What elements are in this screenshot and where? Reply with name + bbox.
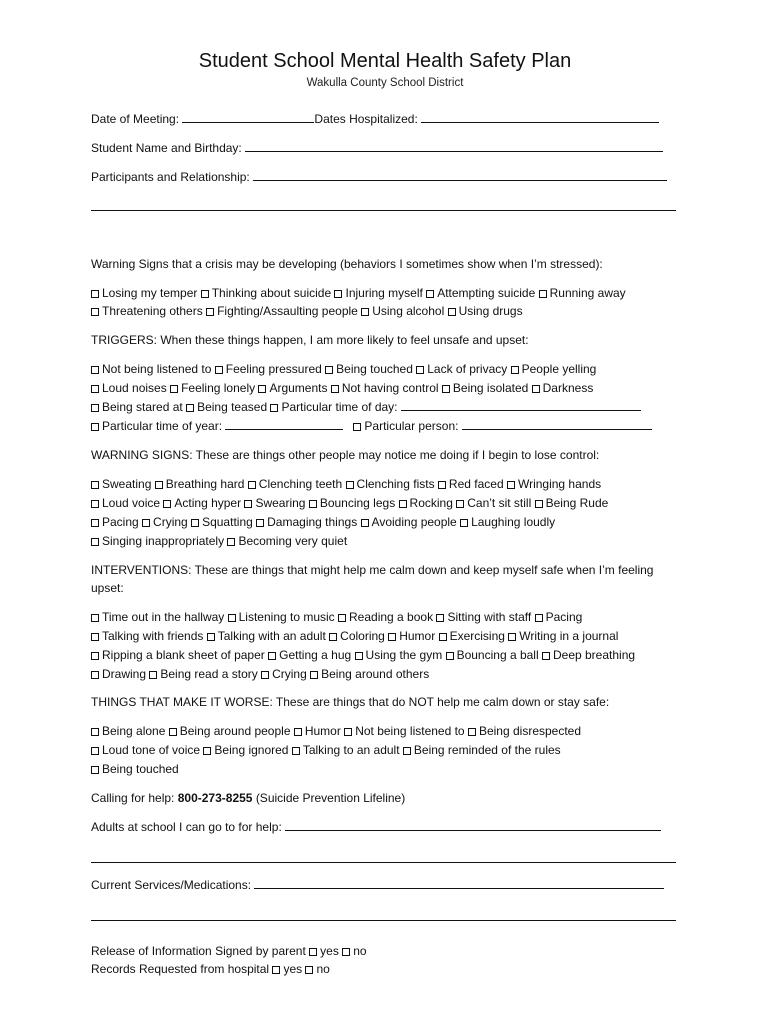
checkbox[interactable] (91, 423, 99, 431)
participants-label: Participants and Relationship: (91, 170, 250, 184)
checkbox[interactable] (206, 308, 214, 316)
checkbox-label: Feeling pressured (225, 362, 322, 376)
checkbox[interactable] (207, 633, 215, 641)
checkbox-label: People yelling (521, 362, 597, 376)
checkbox[interactable] (542, 652, 550, 660)
records-no-label: no (316, 962, 330, 976)
triggers-row-3 (91, 400, 641, 415)
checkbox[interactable] (439, 633, 447, 641)
checkbox[interactable] (270, 404, 278, 412)
checkbox-label: Feeling lonely (181, 381, 256, 395)
checkbox-label: Swearing (255, 496, 306, 510)
checkbox[interactable] (325, 366, 333, 374)
checkbox-label: Laughing loudly (471, 515, 556, 529)
checkbox-label: Being read a story (160, 667, 258, 681)
checkbox[interactable] (361, 308, 369, 316)
time-of-day-field[interactable] (401, 400, 641, 411)
checkbox[interactable] (539, 290, 547, 298)
checkbox-label: Singing inappropriately (102, 534, 225, 548)
checkbox-label: Threatening others (102, 304, 203, 318)
checkbox[interactable] (149, 671, 157, 679)
release-yes-checkbox[interactable] (309, 948, 317, 956)
participants-field[interactable] (253, 170, 667, 181)
checkbox-label: Particular time of year: (102, 419, 223, 433)
checkbox-label: Clenching teeth (258, 477, 343, 491)
checkbox-label: Ripping a blank sheet of paper (102, 648, 265, 662)
adults-row (91, 820, 661, 835)
checkbox-label: Squatting (202, 515, 253, 529)
help-line (91, 791, 405, 806)
checkbox-label: Being teased (197, 400, 268, 414)
interventions-row-2 (91, 629, 618, 644)
checkbox-label: Being ignored (214, 743, 289, 757)
checkbox-label: Talking to an adult (302, 743, 400, 757)
checkbox[interactable] (511, 366, 519, 374)
worse-heading: THINGS THAT MAKE IT WORSE: These are things that do NOT help me calm down or stay safe: (91, 695, 610, 709)
checkbox-label: Loud noises (102, 381, 167, 395)
checkbox[interactable] (403, 747, 411, 755)
checkbox-label: Listening to music (238, 610, 335, 624)
adults-label: Adults at school I can go to for help: (91, 820, 282, 834)
worse-row-2 (91, 743, 561, 758)
services-row (91, 878, 664, 893)
checkbox[interactable] (91, 652, 99, 660)
checkbox-label: Being reminded of the rules (413, 743, 561, 757)
checkbox[interactable] (442, 385, 450, 393)
interventions-row-4 (91, 667, 429, 682)
checkbox-label: Getting a hug (279, 648, 352, 662)
checkbox[interactable] (169, 728, 177, 736)
records-row (91, 962, 330, 977)
checkbox-label: Being touched (102, 762, 179, 776)
checkbox[interactable] (268, 652, 276, 660)
checkbox-label: Being touched (336, 362, 413, 376)
student-name-label: Student Name and Birthday: (91, 141, 242, 155)
dates-hospitalized-field[interactable] (421, 112, 659, 123)
time-of-year-field[interactable] (225, 419, 343, 430)
checkbox[interactable] (446, 652, 454, 660)
checkbox[interactable] (91, 633, 99, 641)
checkbox-label: Breathing hard (165, 477, 245, 491)
checkbox-label: Thinking about suicide (211, 286, 332, 300)
checkbox[interactable] (309, 500, 317, 508)
checkbox[interactable] (468, 728, 476, 736)
checkbox[interactable] (426, 290, 434, 298)
checkbox[interactable] (91, 671, 99, 679)
checkbox-label: Being disrespected (478, 724, 582, 738)
checkbox-label: Attempting suicide (437, 286, 536, 300)
warning-signs-others-row-3 (91, 515, 555, 530)
checkbox[interactable] (142, 519, 150, 527)
records-yes-label: yes (283, 962, 303, 976)
checkbox-label: Talking with an adult (217, 629, 326, 643)
checkbox-label: Arguments (269, 381, 328, 395)
checkbox[interactable] (244, 500, 252, 508)
checkbox-label: Coloring (340, 629, 385, 643)
warning-signs-others-row-2 (91, 496, 608, 511)
checkbox-label: Being alone (102, 724, 166, 738)
checkbox[interactable] (91, 766, 99, 774)
interventions-row-1 (91, 610, 582, 625)
checkbox[interactable] (91, 481, 99, 489)
checkbox[interactable] (310, 671, 318, 679)
warning-signs-others-heading: WARNING SIGNS: These are things other people may notice me doing if I begin to lose control: (91, 448, 600, 462)
checkbox-label: Drawing (102, 667, 147, 681)
checkbox[interactable] (535, 500, 543, 508)
warning-signs-heading: Warning Signs that a crisis may be developing (behaviors I sometimes show when I’m stressed): (91, 257, 603, 271)
checkbox-label: Using alcohol (372, 304, 445, 318)
checkbox[interactable] (163, 500, 171, 508)
date-of-meeting-field[interactable] (182, 112, 314, 123)
checkbox-label: Clenching fists (356, 477, 435, 491)
form-title: Student School Mental Health Safety Plan (198, 50, 572, 72)
checkbox-label: Loud voice (102, 496, 161, 510)
checkbox[interactable] (91, 366, 99, 374)
checkbox[interactable] (361, 519, 369, 527)
release-no-checkbox[interactable] (342, 948, 350, 956)
release-label: Release of Information Signed by parent (91, 944, 306, 958)
participants-continuation-line[interactable] (91, 210, 676, 211)
checkbox-label: Using drugs (458, 304, 523, 318)
warning-signs-others-row-1 (91, 477, 601, 492)
services-field[interactable] (254, 878, 664, 889)
checkbox-label: Talking with friends (102, 629, 204, 643)
checkbox-label: Damaging things (267, 515, 358, 529)
release-no-label: no (353, 944, 367, 958)
checkbox-label: Being around people (179, 724, 291, 738)
checkbox-label: Fighting/Assaulting people (217, 304, 358, 318)
checkbox[interactable] (355, 652, 363, 660)
checkbox[interactable] (191, 519, 199, 527)
checkbox-label: Particular time of day: (281, 400, 398, 414)
checkbox-label: Becoming very quiet (238, 534, 348, 548)
triggers-row-2 (91, 381, 593, 396)
checkbox-label: Deep breathing (552, 648, 636, 662)
checkbox-label: Crying (272, 667, 307, 681)
checkbox-label: Red faced (448, 477, 504, 491)
checkbox[interactable] (203, 747, 211, 755)
checkbox-label: Avoiding people (371, 515, 457, 529)
adults-field[interactable] (285, 820, 661, 831)
lifeline-name: (Suicide Prevention Lifeline) (255, 791, 406, 805)
checkbox-label: Exercising (449, 629, 505, 643)
checkbox-label: Writing in a journal (519, 629, 619, 643)
participants-row (91, 170, 667, 185)
checkbox[interactable] (228, 614, 236, 622)
checkbox[interactable] (91, 538, 99, 546)
warning-signs-others-row-4 (91, 534, 347, 549)
interventions-heading: INTERVENTIONS: These are things that might help me calm down and keep myself safe when I’m feeling (91, 563, 654, 577)
checkbox[interactable] (507, 481, 515, 489)
checkbox[interactable] (535, 614, 543, 622)
checkbox[interactable] (215, 366, 223, 374)
checkbox[interactable] (91, 308, 99, 316)
lifeline-number[interactable]: 800-273-8255 (177, 791, 253, 805)
checkbox-label: Using the gym (365, 648, 443, 662)
checkbox[interactable] (155, 481, 163, 489)
checkbox-label: Humor (399, 629, 436, 643)
student-name-field[interactable] (245, 141, 663, 152)
checkbox[interactable] (456, 500, 464, 508)
checkbox-label: Loud tone of voice (102, 743, 201, 757)
checkbox-label: Pacing (102, 515, 139, 529)
checkbox-label: Sweating (102, 477, 152, 491)
checkbox[interactable] (91, 728, 99, 736)
particular-person-field[interactable] (462, 419, 652, 430)
services-continuation-line[interactable] (91, 920, 676, 921)
checkbox[interactable] (416, 366, 424, 374)
services-label: Current Services/Medications: (91, 878, 252, 892)
checkbox[interactable] (292, 747, 300, 755)
checkbox[interactable] (508, 633, 516, 641)
checkbox-label: Losing my temper (102, 286, 198, 300)
checkbox-label: Pacing (545, 610, 583, 624)
checkbox-label: Injuring myself (345, 286, 423, 300)
records-yes-checkbox[interactable] (272, 966, 280, 974)
checkbox[interactable] (448, 308, 456, 316)
checkbox[interactable] (91, 385, 99, 393)
checkbox-label: Being around others (321, 667, 430, 681)
checkbox[interactable] (91, 519, 99, 527)
checkbox-label: Darkness (542, 381, 594, 395)
checkbox[interactable] (353, 423, 361, 431)
records-label: Records Requested from hospital (91, 962, 270, 976)
checkbox[interactable] (201, 290, 209, 298)
release-row (91, 944, 367, 959)
triggers-row-4 (91, 419, 652, 434)
checkbox[interactable] (329, 633, 337, 641)
checkbox-label: Lack of privacy (427, 362, 508, 376)
checkbox[interactable] (334, 290, 342, 298)
checkbox-label: Sitting with staff (447, 610, 532, 624)
checkbox[interactable] (256, 519, 264, 527)
date-of-meeting-label: Date of Meeting: (91, 112, 180, 126)
checkbox[interactable] (344, 728, 352, 736)
checkbox[interactable] (438, 481, 446, 489)
checkbox[interactable] (399, 500, 407, 508)
checkbox[interactable] (460, 519, 468, 527)
checkbox[interactable] (261, 671, 269, 679)
checkbox-label: Can’t sit still (467, 496, 532, 510)
meeting-row (91, 112, 659, 127)
student-row (91, 141, 663, 156)
checkbox-label: Wringing hands (517, 477, 602, 491)
adults-continuation-line[interactable] (91, 862, 676, 863)
checkbox[interactable] (294, 728, 302, 736)
checkbox[interactable] (91, 614, 99, 622)
checkbox-label: Bouncing legs (319, 496, 396, 510)
checkbox[interactable] (91, 290, 99, 298)
warning-signs-row-2 (91, 304, 523, 319)
checkbox-label: Rocking (409, 496, 453, 510)
checkbox-label: Time out in the hallway (102, 610, 225, 624)
checkbox-label: Particular person: (364, 419, 459, 433)
checkbox-label: Not having control (341, 381, 439, 395)
district-name: Wakulla County School District (306, 77, 464, 89)
checkbox[interactable] (532, 385, 540, 393)
checkbox-label: Bouncing a ball (456, 648, 539, 662)
checkbox-label: Being Rude (545, 496, 609, 510)
checkbox[interactable] (248, 481, 256, 489)
interventions-heading-cont: upset: (91, 581, 124, 595)
checkbox[interactable] (91, 747, 99, 755)
triggers-heading: TRIGGERS: When these things happen, I am more likely to feel unsafe and upset: (91, 333, 529, 347)
checkbox-label: Not being listened to (355, 724, 465, 738)
records-no-checkbox[interactable] (305, 966, 313, 974)
checkbox[interactable] (331, 385, 339, 393)
triggers-row-1 (91, 362, 596, 377)
checkbox[interactable] (436, 614, 444, 622)
checkbox[interactable] (346, 481, 354, 489)
worse-row-1 (91, 724, 581, 739)
checkbox-label: Crying (153, 515, 188, 529)
checkbox-label: Being isolated (452, 381, 529, 395)
checkbox[interactable] (91, 404, 99, 412)
release-yes-label: yes (320, 944, 339, 958)
checkbox-label: Being stared at (102, 400, 183, 414)
checkbox[interactable] (258, 385, 266, 393)
checkbox-label: Reading a book (349, 610, 434, 624)
checkbox[interactable] (338, 614, 346, 622)
interventions-row-3 (91, 648, 635, 663)
help-prefix: Calling for help: (91, 791, 175, 805)
checkbox-label: Humor (304, 724, 341, 738)
checkbox-label: Acting hyper (174, 496, 242, 510)
checkbox[interactable] (227, 538, 235, 546)
warning-signs-row-1 (91, 286, 626, 301)
checkbox[interactable] (186, 404, 194, 412)
checkbox-label: Running away (549, 286, 626, 300)
dates-hospitalized-label: Dates Hospitalized: (314, 112, 418, 126)
checkbox[interactable] (388, 633, 396, 641)
checkbox[interactable] (91, 500, 99, 508)
checkbox[interactable] (170, 385, 178, 393)
worse-row-3 (91, 762, 179, 777)
checkbox-label: Not being listened to (102, 362, 212, 376)
